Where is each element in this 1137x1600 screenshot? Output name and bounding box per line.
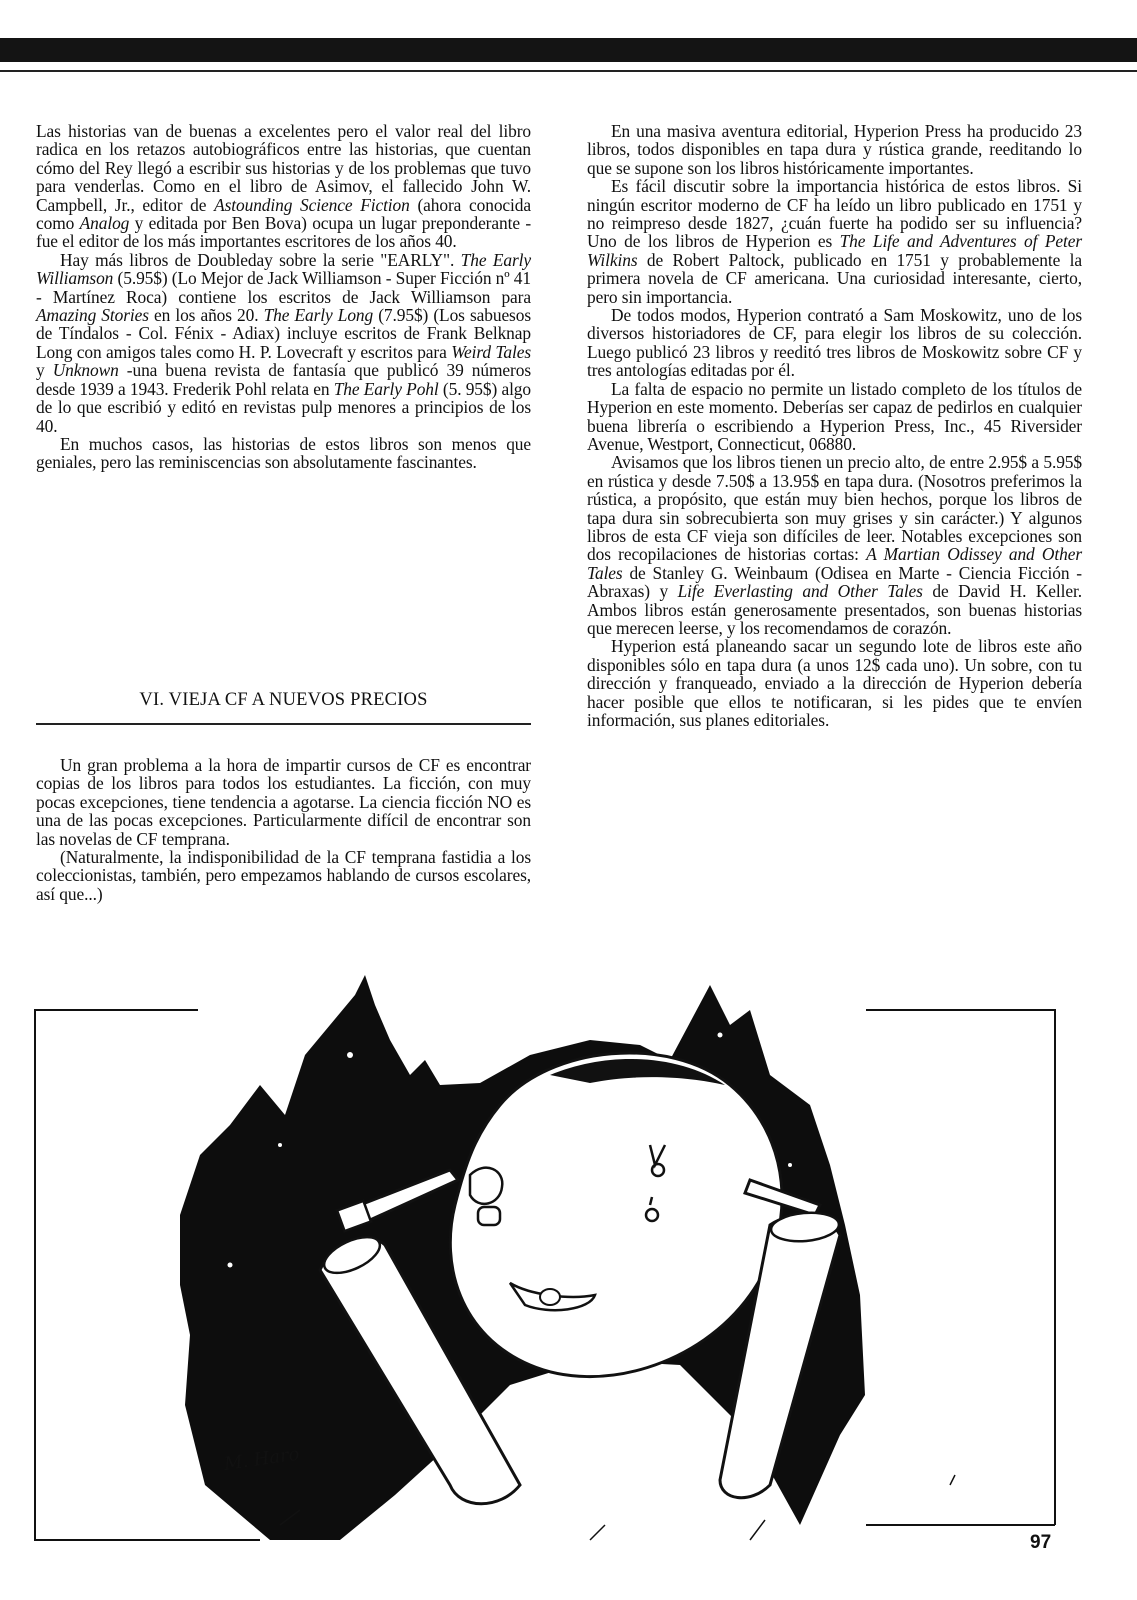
paragraph <box>587 453 1082 637</box>
text-run: Avisamos que los libros tienen un precio alto, de entre 2.95$ a 5.95$ en rústica y desde 7.50$ a 13.95$ en tapa dura. (Nosotros preferimos la rústica, a propósito, que están muy bien hechos, porque los libros de tapa dura sin sobrecubierta son muy grises y sin carácter.) Y algunos libros de esta CF vieja son difíciles de leer. Notables excepciones son dos recopilaciones de historias cortas: <box>587 452 1082 565</box>
paragraph <box>36 251 531 435</box>
text-run: (7.95$) (Los sabuesos de Tíndalos - Col. Fénix - Adiax) incluye escritos de Frank Belknap Long con amigos tales como H. P. Lovecraft y escritos para <box>36 305 531 362</box>
header-rule <box>0 70 1137 72</box>
italic-title: The Life and Adventures of Peter Wilkins <box>587 231 1082 270</box>
section-heading: VI. VIEJA CF A NUEVOS PRECIOS <box>139 690 428 710</box>
paragraph <box>36 756 531 848</box>
text-run: La falta de espacio no permite un listado completo de los títulos de Hyperion en este momento. Deberías ser capaz de pedirlos en cualquier buena librería o escribiendo a Hyperion Press, Inc., 45 Riversider Avenue, Westport, Connecticut, 06880. <box>587 378 1082 454</box>
sci-fi-illustration <box>30 965 1080 1565</box>
italic-title: Amazing Stories <box>36 305 149 326</box>
italic-title: Analog <box>79 213 130 234</box>
article-column-left <box>36 122 531 472</box>
text-run: (ahora conocida como <box>36 194 531 234</box>
text-run: de David H. Keller. Ambos libros están generosamente presentados, son buenas historias que merecen leerse, y los recomendamos de corazón. <box>587 581 1082 638</box>
text-run: en los años 20. <box>148 305 264 326</box>
page-number: 97 <box>1030 1532 1052 1553</box>
text-run: De todos modos, Hyperion contrató a Sam Moskowitz, uno de los diversos historiadores de CF, para elegir los libros de su colección. Luego publicó 23 libros y reeditó tres libros de Moskowitz sobre CF y tres antologías editadas por él. <box>587 305 1082 381</box>
header-bar <box>0 38 1137 62</box>
paragraph <box>587 637 1082 729</box>
italic-title: The Early Long <box>263 305 374 326</box>
italic-title: Life Everlasting and Other Tales <box>677 581 923 602</box>
text-run: de Robert Paltock, publicado en 1751 y probablemente la primera novela de CF americana. Una curiosidad interesante, cierto, pero sin importancia. <box>587 249 1082 307</box>
text-run: (5. 95$) algo de lo que escribió y editó en revistas pulp menores a principios de los 40. <box>36 378 532 436</box>
italic-title: Astounding Science Fiction <box>214 194 410 215</box>
text-run: Hyperion está planeando sacar un segundo lote de libros este año disponibles sólo en tapa dura (a unos 12$ cada uno). Un sobre, con tu dirección y franqueado, enviado a la dirección de Hyperion debería hacer posible que ellos te notificaran, si les pides que te envíen información, sus planes editoriales. <box>587 636 1082 730</box>
section-rule <box>36 723 531 725</box>
text-run: Un gran problema a la hora de impartir cursos de CF es encontrar copias de los libros para todos los estudiantes. La ficción, con muy pocas excepciones, tiene tendencia a agotarse. La ciencia ficción NO es una de las pocas excepciones. Particularmente difícil de encontrar son las novelas de CF temprana. <box>36 755 531 849</box>
italic-title: Unknown <box>52 360 119 381</box>
text-run: Las historias van de buenas a excelentes pero el valor real del libro radica en los retazos autobiográficos entre las historias, que cuentan cómo del Rey llegó a escribir sus historias y de los problemas que tuvo para venderlas. Como en el libro de Asimov, el fallecido John W. Campbell, Jr., editor de <box>36 121 531 215</box>
paragraph <box>36 122 531 251</box>
text-run: (5.95$) (Lo Mejor de Jack Williamson - Super Ficción nº 41 - Martínez Roca) contiene los escritos de Jack Williamson para <box>36 268 531 307</box>
paragraph <box>587 177 1082 306</box>
ear-pod <box>470 1168 502 1204</box>
paragraph <box>587 306 1082 380</box>
text-run: Es fácil discutir sobre la importancia histórica de estos libros. Si ningún escritor moderno de CF ha leído un libro publicado en 1751 y no reimpreso desde 1827, ¿cuán fuerte ha podido ser su influencia? Uno de los libros de Hyperion es <box>587 176 1082 252</box>
text-run: En muchos casos, las historias de estos libros son menos que geniales, pero las reminiscencias son absolutamente fascinantes. <box>36 433 531 473</box>
text-run: En una masiva aventura editorial, Hyperion Press ha producido 23 libros, todos disponibles en tapa dura y rústica grande, reeditando lo que se supone son los libros históricamente importantes. <box>587 121 1082 178</box>
text-run: -una buena revista de fantasía que publicó 39 números desde 1939 a 1943. Frederik Pohl relata en <box>36 360 532 399</box>
text-run: (Naturalmente, la indisponibilidad de la CF temprana fastidia a los coleccionistas, también, pero empezamos hablando de cursos escolares, así que...) <box>36 847 531 904</box>
italic-title: A Martian Odissey and Other Tales <box>587 544 1082 583</box>
italic-title: Weird Tales <box>451 341 531 362</box>
paragraph <box>36 435 531 472</box>
text-run: de Stanley G. Weinbaum (Odisea en Marte - Ciencia Ficción - Abraxas) y <box>587 562 1082 602</box>
paragraph <box>36 848 531 903</box>
text-run: y <box>36 360 53 381</box>
article-column-left-lower <box>36 756 531 903</box>
paragraph <box>587 380 1082 454</box>
text-run: y editada por Ben Bova) ocupa un lugar preponderante -fue el editor de los más importantes escritores de los años 40. <box>36 213 532 252</box>
artist-signature: M. Haro <box>222 1443 301 1475</box>
italic-title: The Early Williamson <box>36 249 532 289</box>
paragraph <box>587 122 1082 177</box>
italic-title: The Early Pohl <box>333 378 439 399</box>
article-column-right <box>587 122 1082 729</box>
text-run: Hay más libros de Doubleday sobre la serie "EARLY". <box>60 249 461 270</box>
